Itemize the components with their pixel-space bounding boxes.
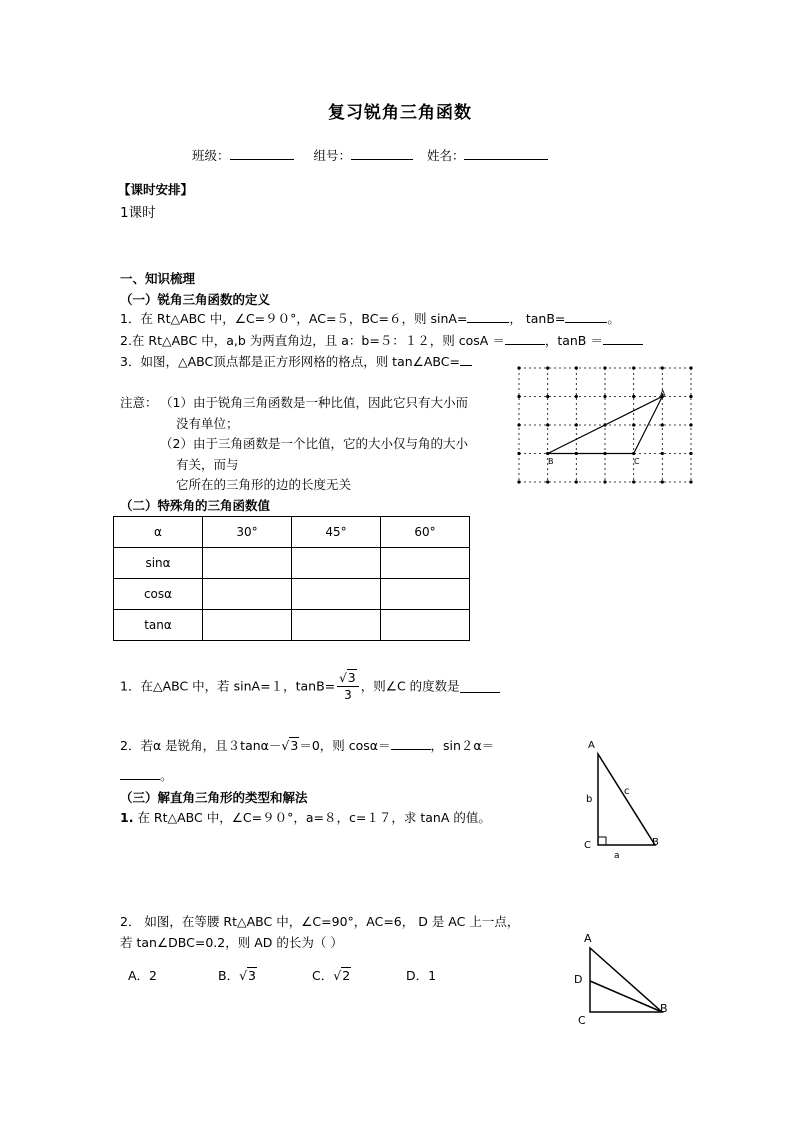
table-row [114, 548, 470, 579]
row-label: cosα [114, 579, 203, 610]
answer-blank[interactable] [120, 767, 160, 780]
header-fields [192, 146, 548, 164]
answer-cell[interactable] [203, 579, 292, 610]
question-1-2 [120, 331, 643, 349]
answer-cell[interactable] [381, 548, 470, 579]
vertex-d-label: D [574, 973, 583, 986]
table-row [114, 610, 470, 641]
isosceles-right-triangle-figure [570, 928, 680, 1028]
row-label: sinα [114, 548, 203, 579]
option-b[interactable]: B．√3 [218, 968, 256, 983]
vertex-a-label: A [660, 389, 666, 398]
fraction-denominator: 3 [344, 688, 352, 702]
vertex-c-label: C [634, 457, 640, 466]
side-b-label: b [586, 794, 593, 805]
answer-cell[interactable] [203, 548, 292, 579]
option-d[interactable]: D．1 [406, 968, 437, 983]
question-2-2 [120, 736, 494, 754]
note-1b: 没有单位； [176, 416, 239, 431]
question-2-2-mid: ＝0，则 cosα＝ [299, 738, 391, 753]
table-header-row [114, 517, 470, 548]
sqrt-3: √3 [281, 738, 299, 753]
vertex-a-label: A [584, 932, 592, 945]
segment-db [590, 981, 662, 1012]
group-blank[interactable] [351, 147, 413, 160]
question-1-1-end: 。 [607, 311, 620, 326]
table-header-cell: α [114, 517, 203, 548]
question-1-1 [120, 309, 620, 327]
question-3-1-number: 1. [120, 810, 134, 825]
table-header-cell: 60° [381, 517, 470, 548]
sqrt-2: √2 [333, 968, 351, 983]
sqrt-3: √3 [239, 968, 256, 983]
question-2-2-text: 2．若α 是锐角，且３tanα－ [120, 738, 282, 753]
question-1-2-mid: ，tanB ＝ [544, 333, 603, 348]
answer-blank[interactable] [460, 353, 472, 366]
right-triangle-figure [580, 732, 690, 862]
special-angles-table [113, 516, 470, 641]
class-blank[interactable] [230, 147, 294, 160]
vertex-c-label: C [578, 1014, 586, 1027]
answer-cell[interactable] [381, 579, 470, 610]
right-angle-mark [598, 837, 606, 845]
class-label: 班级： [192, 148, 230, 163]
question-1-2-text: 2.在 Rt△ABC 中，a,b 为两直角边，且 a：b=５：１２，则 cosA ＝ [120, 333, 505, 348]
question-3-1 [120, 808, 491, 826]
vertex-a-label: A [588, 740, 595, 751]
answer-blank[interactable] [391, 737, 431, 750]
question-2-1-post: ，则∠C 的度数是 [360, 678, 460, 694]
name-blank[interactable] [464, 147, 548, 160]
question-1-3-text: 3．如图，△ABC顶点都是正方形网格的格点，则 tan∠ABC= [120, 354, 460, 369]
side-a-label: a [614, 851, 620, 861]
section3-heading: （三）解直角三角形的类型和解法 [120, 790, 308, 805]
question-2-2-line2 [120, 766, 173, 784]
table-header-cell: 45° [292, 517, 381, 548]
question-2-2-end: 。 [160, 768, 173, 783]
section1-sub1: （一）锐角三角函数的定义 [120, 292, 271, 307]
note-2a: （2）由于三角函数是一个比值，它的大小仅与角的大小 [160, 436, 468, 451]
question-2-1-text: 1．在△ABC 中，若 sinA=１，tanB= [120, 678, 336, 694]
answer-blank[interactable] [467, 310, 509, 323]
fraction-numerator: 3 [347, 670, 356, 685]
name-label: 姓名： [426, 148, 465, 163]
option-a[interactable]: A．2 [128, 968, 158, 983]
note-1a: （1）由于锐角三角函数是一种比值，因此它只有大小而 [160, 395, 468, 410]
row-label: tanα [114, 610, 203, 641]
section1-heading: 一、知识梳理 [120, 271, 196, 286]
page-title: 复习锐角三角函数 [328, 103, 472, 123]
section2-heading: （二）特殊角的三角函数值 [120, 498, 271, 513]
vertex-b-label: B [652, 837, 659, 848]
answer-cell[interactable] [381, 610, 470, 641]
answer-cell[interactable] [292, 579, 381, 610]
vertex-b-label: B [660, 1002, 668, 1015]
triangle-abc-right [598, 754, 655, 845]
answer-blank[interactable] [505, 332, 545, 345]
answer-cell[interactable] [292, 548, 381, 579]
vertex-b-label: B [548, 457, 554, 466]
fraction-sqrt3-over-3: $\frac{√3}{3}$ [337, 670, 359, 703]
group-label: 组号： [313, 148, 351, 163]
side-c-label: c [624, 786, 630, 797]
answer-blank[interactable] [565, 310, 607, 323]
question-2-1 [120, 670, 500, 703]
table-row [114, 579, 470, 610]
triangle-abc-isosceles [590, 948, 662, 1012]
question-1-1-text: 1．在 Rt△ABC 中，∠C=９０°，AC=５，BC=６，则 sinA= [120, 311, 468, 326]
note-2c: 它所在的三角形的边的长度无关 [176, 477, 352, 492]
question-3-1-text: 在 Rt△ABC 中，∠C=９０°，a=８，c=１７，求 tanA 的值。 [137, 810, 491, 825]
answer-blank[interactable] [603, 332, 643, 345]
note-2b: 有关，而与 [176, 457, 239, 472]
schedule-heading: 【课时安排】 [118, 182, 194, 197]
question-1-3 [120, 352, 472, 370]
question-3-2-line2: 若 tan∠DBC=0.2，则 AD 的长为（ ） [120, 935, 343, 950]
note-label: 注意： [120, 395, 158, 410]
vertex-c-label: C [584, 840, 591, 851]
question-1-1-mid: ， tanB= [509, 311, 566, 326]
answer-blank[interactable] [460, 680, 500, 693]
answer-cell[interactable] [203, 610, 292, 641]
option-c[interactable]: C．√2 [312, 968, 351, 983]
question-2-2-mid2: ，sin２α＝ [430, 738, 495, 753]
table-header-cell: 30° [203, 517, 292, 548]
answer-cell[interactable] [292, 610, 381, 641]
grid-triangle-figure [512, 364, 696, 486]
schedule-value: 1课时 [120, 205, 156, 221]
question-3-2-line1: 2． 如图，在等腰 Rt△ABC 中，∠C=90°，AC=6， D 是 AC 上一点， [120, 914, 520, 929]
